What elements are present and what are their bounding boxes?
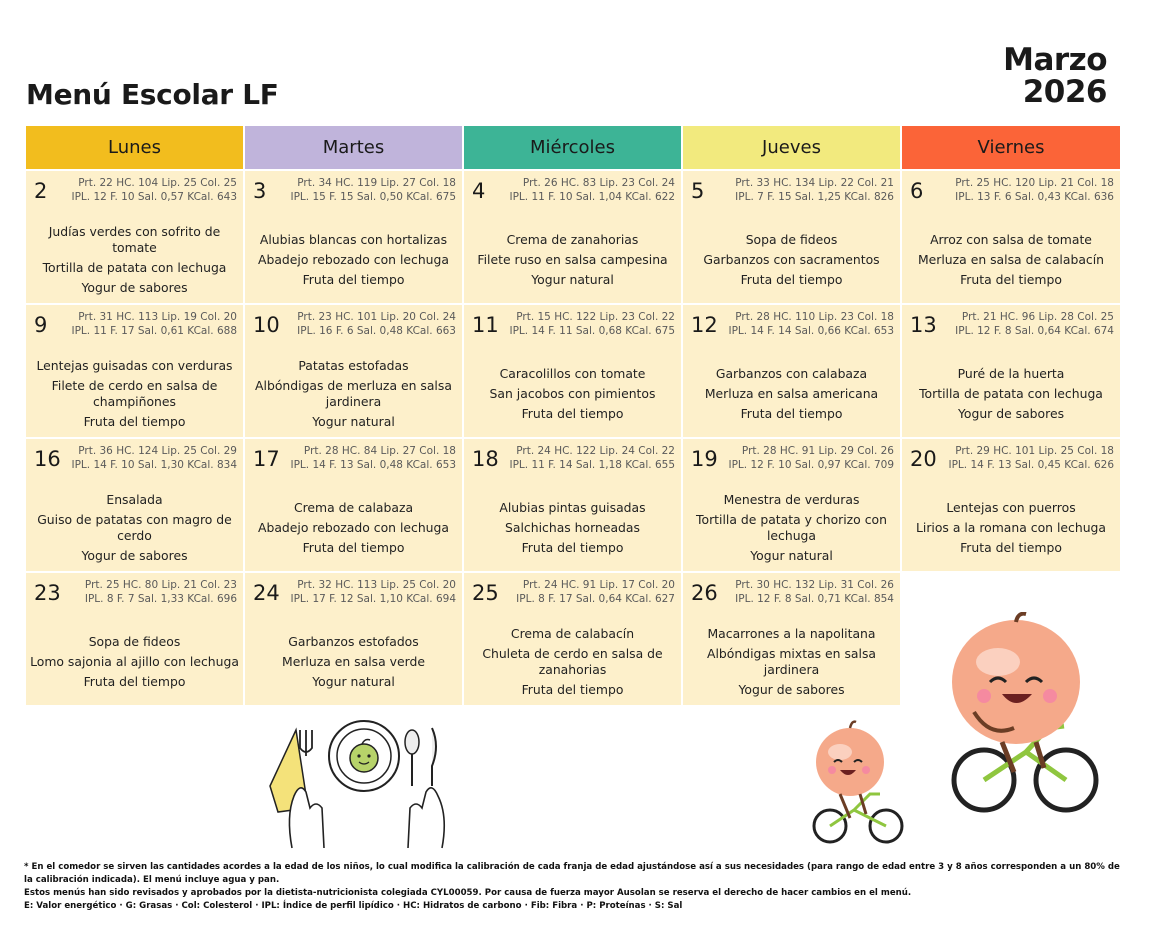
nutrition-info [503,176,675,204]
nutrition-line: Prt. 36 HC. 124 Lip. 25 Col. 29 [78,445,237,457]
nutrition-info [503,310,675,338]
footer-note: Estos menús han sido revisados y aprobados por la dietista-nutricionista colegiada CYL00059. Por causa de fuerza mayor Ausolan se reserva el derecho de hacer cambios en el menú. [24,888,912,898]
day-cell [902,305,1120,437]
dish-item: Fruta del tiempo [960,540,1062,555]
dish-item: Filete de cerdo en salsa de champiñones [51,378,218,409]
dish-item: Garbanzos con calabaza [715,366,868,381]
dish-item: Tortilla de patata con lechuga [42,260,227,275]
dish-item: Tortilla de patata con lechuga [919,386,1103,401]
page-title: Menú Escolar LF [26,78,279,111]
month-label: Marzo [1003,42,1107,78]
nutrition-info [65,176,237,204]
day-header-3: Jueves [683,126,900,169]
nutrition-line: Prt. 21 HC. 96 Lip. 28 Col. 25 [961,311,1114,323]
nutrition-info [503,578,675,606]
dish-list [687,623,896,701]
day-number: 16 [34,447,61,471]
dish-item: Yogur de sabores [957,406,1065,421]
dish-item: Alubias blancas con hortalizas [259,232,448,247]
dish-item: Fruta del tiempo [302,540,405,555]
footer-notes [24,861,1124,913]
day-number: 6 [910,179,924,203]
dish-item: Yogur de sabores [738,682,845,697]
day-cell [902,171,1120,303]
nutrition-line: Prt. 26 HC. 83 Lip. 23 Col. 24 [522,177,675,189]
dish-list [249,355,458,433]
day-cell [683,171,900,303]
nutrition-info [284,578,456,606]
peach-cyclist-small-icon [810,718,906,848]
dish-item: Fruta del tiempo [521,406,624,421]
nutrition-line: Prt. 28 HC. 84 Lip. 27 Col. 18 [303,445,456,457]
dish-item: Filete ruso en salsa campesina [477,252,668,267]
dish-list [687,489,896,567]
day-cell [902,439,1120,571]
dish-item: Caracolillos con tomate [499,366,646,381]
day-number: 5 [691,179,705,203]
footer-note: E: Valor energético · G: Grasas · Col: Colesterol · IPL: Índice de perfil lipídico · HC: Hidratos de carbono · Fib: Fibra · P: Proteínas · S: Sal [24,901,683,911]
nutrition-line: Prt. 25 HC. 120 Lip. 21 Col. 18 [955,177,1114,189]
day-number: 4 [472,179,486,203]
nutrition-info [65,310,237,338]
dish-item: Fruta del tiempo [960,272,1062,287]
dish-item: Patatas estofadas [298,358,409,373]
nutrition-line: Prt. 25 HC. 80 Lip. 21 Col. 23 [84,579,237,591]
dish-item: Alubias pintas guisadas [499,500,646,515]
nutrition-line: IPL. 12 F. 10 Sal. 0,97 KCal. 709 [728,459,894,471]
day-number: 18 [472,447,499,471]
nutrition-info [65,444,237,472]
nutrition-info [942,176,1114,204]
nutrition-info [942,310,1114,338]
dish-item: Merluza en salsa de calabacín [917,252,1105,267]
nutrition-line: IPL. 8 F. 7 Sal. 1,33 KCal. 696 [84,593,237,605]
day-header-1: Martes [245,126,462,169]
dish-item: Lentejas guisadas con verduras [36,358,233,373]
dish-list [468,221,677,299]
dish-item: Guiso de patatas con magro de cerdo [37,512,232,543]
nutrition-line: Prt. 24 HC. 91 Lip. 17 Col. 20 [522,579,675,591]
nutrition-line: Prt. 31 HC. 113 Lip. 19 Col. 20 [78,311,237,323]
dish-item: Sopa de fideos [88,634,181,649]
day-cell [683,305,900,437]
day-cell [26,305,243,437]
dish-item: Judías verdes con sofrito de tomate [48,224,221,255]
dish-list [906,489,1116,567]
nutrition-line: Prt. 28 HC. 91 Lip. 29 Col. 26 [741,445,894,457]
dish-item: Yogur de sabores [81,548,188,563]
dish-item: Crema de zanahorias [506,232,639,247]
dish-item: Yogur de sabores [81,280,188,295]
dish-item: Puré de la huerta [957,366,1065,381]
nutrition-info [65,578,237,606]
nutrition-line: Prt. 30 HC. 132 Lip. 31 Col. 26 [735,579,894,591]
nutrition-line: IPL. 12 F. 8 Sal. 0,71 KCal. 854 [735,593,894,605]
nutrition-info [503,444,675,472]
day-header-2: Miércoles [464,126,681,169]
dish-list [687,221,896,299]
nutrition-line: Prt. 23 HC. 101 Lip. 20 Col. 24 [297,311,456,323]
day-cell [464,573,681,705]
dish-item: Merluza en salsa verde [282,654,425,669]
dish-list [906,221,1116,299]
dish-item: Fruta del tiempo [83,414,186,429]
day-header-4: Viernes [902,126,1120,169]
nutrition-line: Prt. 24 HC. 122 Lip. 24 Col. 22 [516,445,675,457]
day-number: 12 [691,313,718,337]
nutrition-line: IPL. 16 F. 6 Sal. 0,48 KCal. 663 [297,325,456,337]
dish-item: Garbanzos estofados [288,634,419,649]
day-cell [464,305,681,437]
day-cell [26,171,243,303]
dish-item: Menestra de verduras [723,492,860,507]
day-number: 11 [472,313,499,337]
dish-item: Tortilla de patata y chorizo con lechuga [696,512,887,543]
nutrition-line: Prt. 32 HC. 113 Lip. 25 Col. 20 [297,579,456,591]
dish-list [468,489,677,567]
nutrition-line: IPL. 13 F. 6 Sal. 0,43 KCal. 636 [955,191,1114,203]
day-number: 17 [253,447,280,471]
nutrition-info [284,444,456,472]
nutrition-line: IPL. 14 F. 13 Sal. 0,48 KCal. 653 [290,459,456,471]
dish-list [30,623,239,701]
day-number: 24 [253,581,280,605]
nutrition-line: Prt. 33 HC. 134 Lip. 22 Col. 21 [735,177,894,189]
nutrition-info [722,578,894,606]
dish-list [30,221,239,299]
dish-item: Yogur natural [312,414,395,429]
dish-item: Abadejo rebozado con lechuga [258,252,449,267]
dish-item: Garbanzos con sacramentos [703,252,880,267]
dish-item: Fruta del tiempo [83,674,186,689]
dish-item: Albóndigas mixtas en salsa jardinera [706,646,877,677]
dish-item: Fruta del tiempo [740,272,843,287]
nutrition-line: IPL. 11 F. 17 Sal. 0,61 KCal. 688 [71,325,237,337]
dish-item: Crema de calabaza [293,500,414,515]
day-number: 9 [34,313,48,337]
day-number: 23 [34,581,61,605]
day-number: 13 [910,313,937,337]
dish-item: Ensalada [106,492,163,507]
nutrition-line: Prt. 28 HC. 110 Lip. 23 Col. 18 [735,311,894,323]
dish-item: Crema de calabacín [510,626,635,641]
dish-item: Fruta del tiempo [740,406,843,421]
day-cell [683,439,900,571]
day-cell [683,573,900,705]
dish-item: Lirios a la romana con lechuga [915,520,1107,535]
day-cell [26,573,243,705]
nutrition-line: IPL. 12 F. 10 Sal. 0,57 KCal. 643 [71,191,237,203]
peach-cyclist-large-icon [944,612,1100,814]
dish-list [687,355,896,433]
dish-item: Fruta del tiempo [521,540,624,555]
nutrition-line: Prt. 34 HC. 119 Lip. 27 Col. 18 [297,177,456,189]
nutrition-info [722,444,894,472]
dish-item: Fruta del tiempo [521,682,624,697]
dish-item: Fruta del tiempo [302,272,405,287]
nutrition-line: IPL. 17 F. 12 Sal. 1,10 KCal. 694 [290,593,456,605]
dish-list [30,489,239,567]
nutrition-info [722,176,894,204]
nutrition-line: IPL. 12 F. 8 Sal. 0,64 KCal. 674 [955,325,1114,337]
day-header-0: Lunes [26,126,243,169]
plate-hands-icon [266,716,446,850]
dish-item: Salchichas horneadas [505,520,640,535]
day-cell [464,439,681,571]
nutrition-line: Prt. 15 HC. 122 Lip. 23 Col. 22 [516,311,675,323]
day-cell [26,439,243,571]
dish-list [30,355,239,433]
nutrition-line: IPL. 8 F. 17 Sal. 0,64 KCal. 627 [516,593,675,605]
day-cell [245,171,462,303]
day-cell [464,171,681,303]
dish-item: Lomo sajonia al ajillo con lechuga [30,654,239,669]
nutrition-line: IPL. 14 F. 13 Sal. 0,45 KCal. 626 [948,459,1114,471]
dish-item: San jacobos con pimientos [489,386,656,401]
nutrition-line: IPL. 11 F. 10 Sal. 1,04 KCal. 622 [509,191,675,203]
day-number: 3 [253,179,267,203]
nutrition-info [942,444,1114,472]
dish-item: Merluza en salsa americana [704,386,879,401]
dish-item: Yogur natural [312,674,395,689]
dish-item: Macarrones a la napolitana [707,626,876,641]
day-cell [245,305,462,437]
month-year [1003,44,1107,108]
nutrition-line: Prt. 29 HC. 101 Lip. 25 Col. 18 [955,445,1114,457]
nutrition-line: Prt. 22 HC. 104 Lip. 25 Col. 25 [78,177,237,189]
day-number: 2 [34,179,48,203]
day-cell [245,573,462,705]
nutrition-line: IPL. 14 F. 14 Sal. 0,66 KCal. 653 [728,325,894,337]
dish-list [249,623,458,701]
nutrition-info [284,176,456,204]
year-label: 2026 [1022,74,1107,110]
nutrition-info [284,310,456,338]
nutrition-line: IPL. 15 F. 15 Sal. 0,50 KCal. 675 [290,191,456,203]
day-number: 10 [253,313,280,337]
dish-list [468,355,677,433]
nutrition-line: IPL. 14 F. 11 Sal. 0,68 KCal. 675 [509,325,675,337]
day-cell [245,439,462,571]
day-number: 25 [472,581,499,605]
day-number: 20 [910,447,937,471]
dish-item: Sopa de fideos [745,232,838,247]
dish-list [468,623,677,701]
dish-list [249,489,458,567]
nutrition-line: IPL. 11 F. 14 Sal. 1,18 KCal. 655 [509,459,675,471]
dish-item: Yogur natural [750,548,833,563]
dish-item: Abadejo rebozado con lechuga [258,520,449,535]
dish-item: Albóndigas de merluza en salsa jardinera [255,378,452,409]
nutrition-line: IPL. 7 F. 15 Sal. 1,25 KCal. 826 [735,191,894,203]
day-number: 26 [691,581,718,605]
dish-item: Chuleta de cerdo en salsa de zanahorias [482,646,663,677]
dish-item: Lentejas con puerros [946,500,1076,515]
dish-item: Yogur natural [531,272,614,287]
dish-list [249,221,458,299]
day-number: 19 [691,447,718,471]
dish-item: Arroz con salsa de tomate [930,232,1092,247]
dish-list [906,355,1116,433]
footer-note: * En el comedor se sirven las cantidades acordes a la edad de los niños, lo cual modifica la calibración de cada franja de edad ajustándose así a sus necesidades (para rango de edad entre 3 y 8 años corresponden a un 80% de la calibración indicada). El menú incluye agua y pan. [24,862,1120,885]
nutrition-line: IPL. 14 F. 10 Sal. 1,30 KCal. 834 [71,459,237,471]
nutrition-info [722,310,894,338]
